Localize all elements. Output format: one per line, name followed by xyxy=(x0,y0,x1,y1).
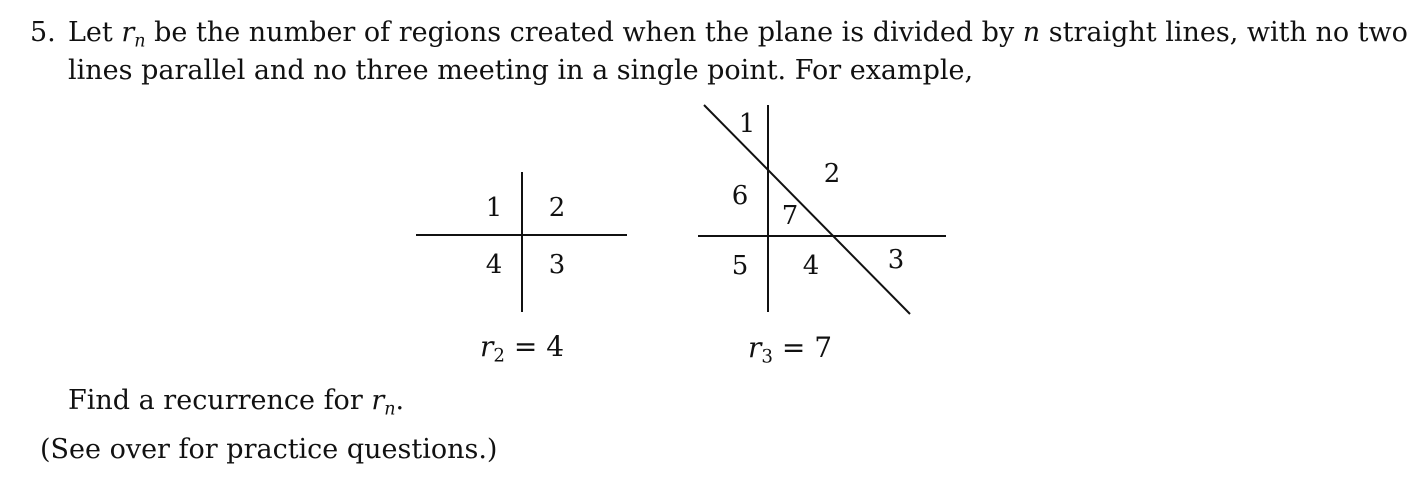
r3-region-label: 3 xyxy=(887,245,905,275)
r2-region-label: 4 xyxy=(485,250,503,280)
math-r: r xyxy=(121,17,135,48)
math-r-subscript: n xyxy=(134,31,146,52)
r3-region-label: 2 xyxy=(823,159,841,189)
text-after: straight lines, with no two xyxy=(1040,17,1408,48)
math-n: n xyxy=(1022,17,1041,48)
caption-r: r xyxy=(748,331,762,364)
r3-caption xyxy=(748,333,832,372)
footer-note: (See over for practice questions.) xyxy=(40,434,498,465)
problem-number: 5. xyxy=(30,17,56,48)
caption-r: r xyxy=(480,330,494,363)
r2-region-label: 1 xyxy=(485,193,503,223)
question-suffix: . xyxy=(395,385,405,416)
question-prefix: Find a recurrence for xyxy=(68,385,372,416)
caption-value: = 7 xyxy=(772,331,833,364)
r2-region-label: 3 xyxy=(548,250,566,280)
math-r: r xyxy=(371,385,385,416)
text-middle: be the number of regions created when the plane is divided by xyxy=(145,17,1023,48)
r2-region-label: 2 xyxy=(548,193,566,223)
text-let: Let xyxy=(68,17,122,48)
example-figure xyxy=(410,100,955,400)
caption-value: = 4 xyxy=(504,330,565,363)
r3-region-label: 7 xyxy=(781,201,799,231)
r3-region-label: 4 xyxy=(802,251,820,281)
problem-line-2: lines parallel and no three meeting in a single point. For example, xyxy=(68,55,974,86)
r3-region-label: 5 xyxy=(731,251,749,281)
r2-caption xyxy=(480,332,564,371)
r3-region-label: 6 xyxy=(731,181,749,211)
r3-region-label: 1 xyxy=(738,109,756,139)
caption-subscript: 2 xyxy=(493,345,505,367)
math-r-subscript: n xyxy=(384,399,396,420)
caption-subscript: 3 xyxy=(761,346,773,368)
question-text xyxy=(68,384,404,426)
